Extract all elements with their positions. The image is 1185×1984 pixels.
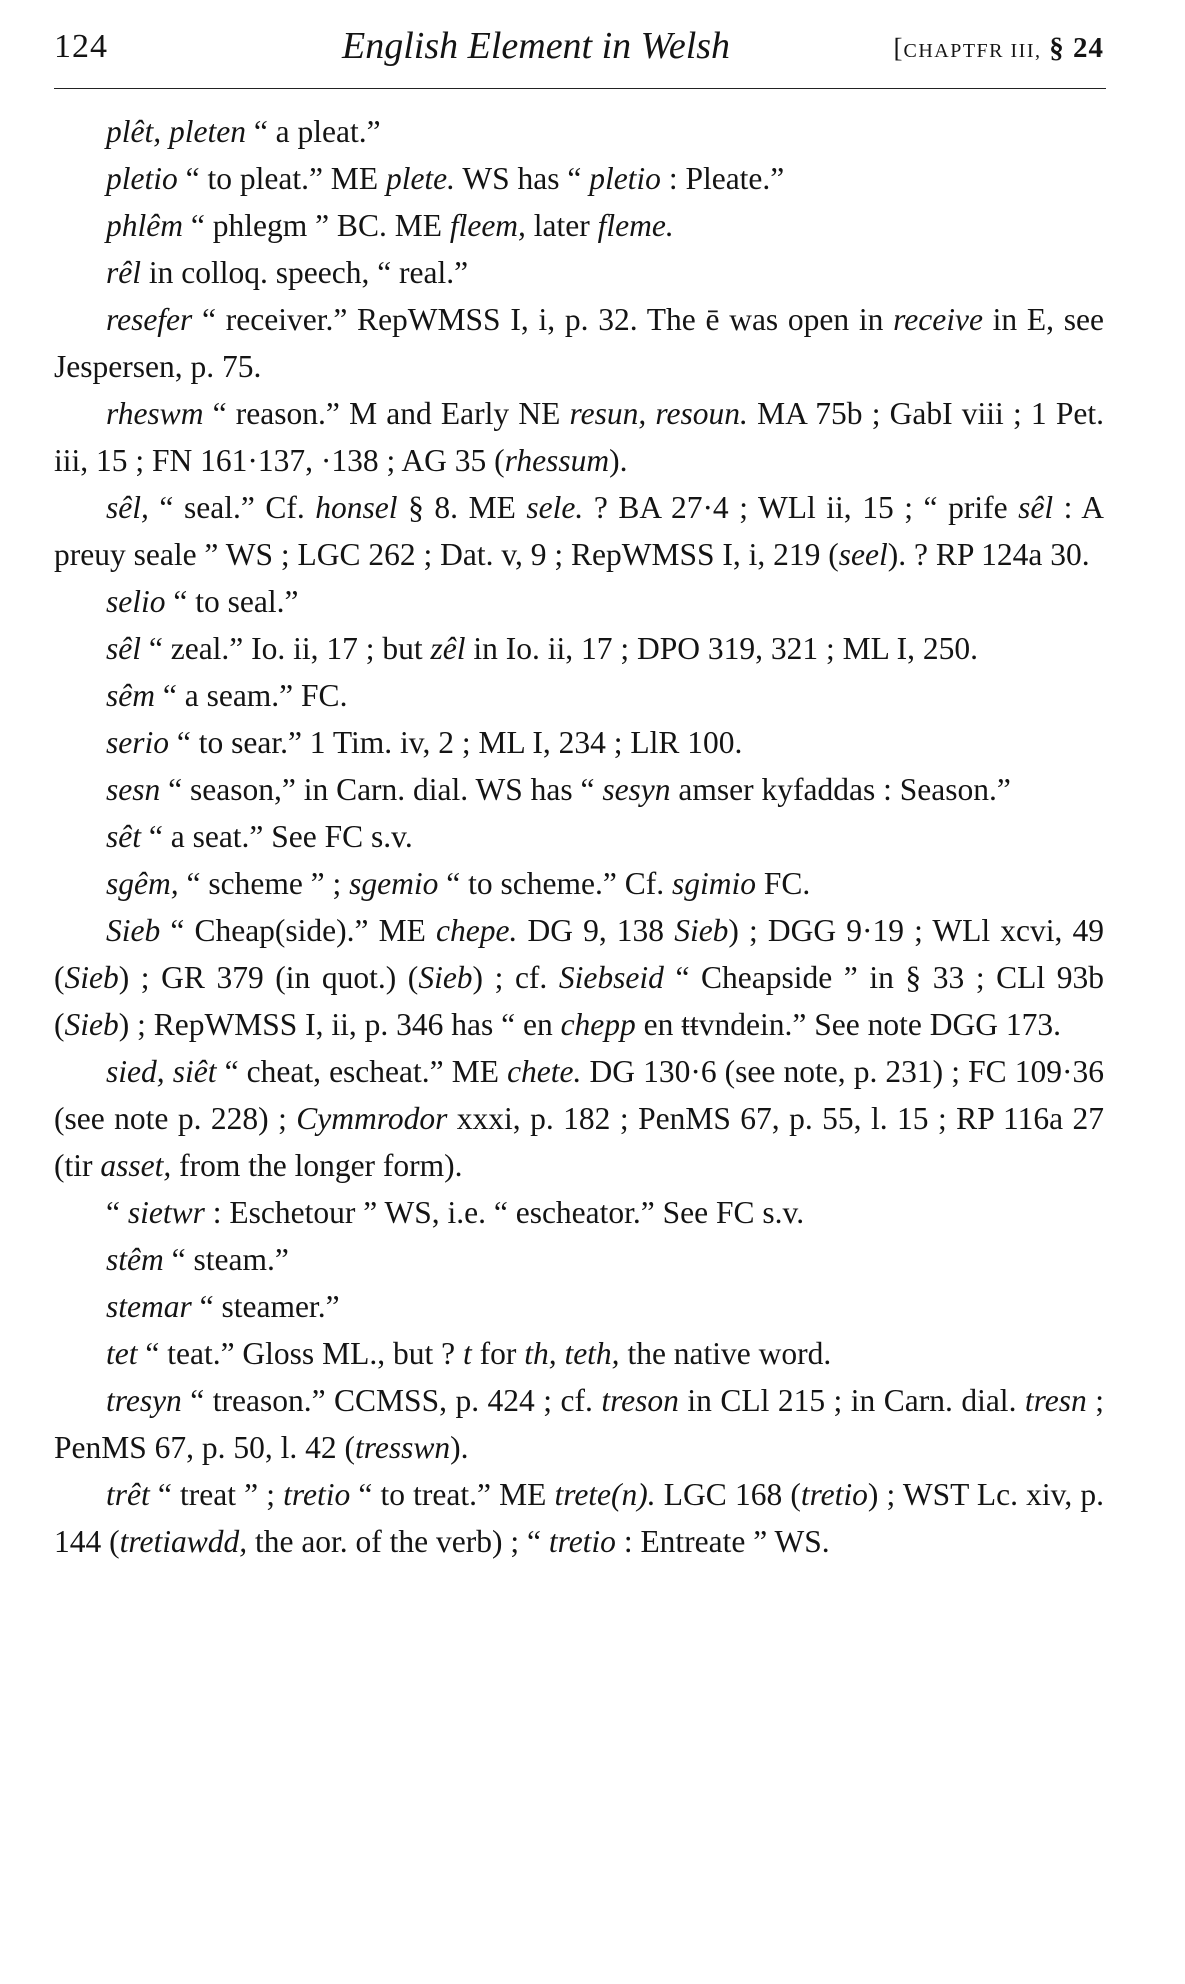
entry-text: “ seal.” Cf. [148, 490, 316, 525]
headword-italic: plete. [385, 161, 456, 196]
headword-italic: tet [106, 1336, 138, 1371]
entry-text: amser kyfaddas : Season.” [670, 772, 1011, 807]
headword-italic: stemar [106, 1289, 192, 1324]
entry-text: FC. [755, 866, 811, 901]
entry-text: “ steam.” [163, 1242, 289, 1277]
headword-italic: sêl, [106, 490, 149, 525]
glossary-entry [54, 1283, 1104, 1330]
headword-italic: sesn [106, 772, 161, 807]
headword-italic: chepe. [436, 913, 518, 948]
entry-text: “ scheme ” ; [178, 866, 350, 901]
headword-italic: tretio [800, 1477, 868, 1512]
entry-text: : A preuy seale ” WS ; LGC 262 ; Dat. v, 9 ; RepWMSS I, i, 219 ( [54, 490, 1105, 572]
headword-italic: zêl [430, 631, 466, 666]
headword-italic: tretio [548, 1524, 616, 1559]
entry-text: ? BA 27·4 ; WLl ii, 15 ; “ prife [583, 490, 1019, 525]
entry-text: “ zeal.” Io. ii, 17 ; but [141, 631, 431, 666]
entry-text: ) ; RepWMSS I, ii, p. 346 has “ en [118, 1007, 561, 1042]
entry-text: xxxi, p. 182 ; PenMS 67, p. 55, l. 15 ; RP 116a 27 (tir [54, 1101, 1104, 1183]
entry-text: “ treat ” ; [149, 1477, 284, 1512]
entry-text: “ to scheme.” Cf. [438, 866, 672, 901]
headword-italic: sele. [526, 490, 584, 525]
chapter-reference [893, 32, 1104, 65]
glossary-entry [54, 625, 1104, 672]
headword-italic: seel [838, 537, 888, 572]
headword-italic: sgimio [671, 866, 756, 901]
entry-text: in Io. ii, 17 ; DPO 319, 321 ; ML I, 250. [465, 631, 978, 666]
glossary-entry [54, 672, 1104, 719]
glossary-entry [54, 766, 1104, 813]
entry-text: “ season,” in Carn. dial. WS has “ [160, 772, 603, 807]
headword-italic: sietwr [127, 1195, 205, 1230]
entry-text: “ Cheapside ” in § 33 ; CLl 93b ( [54, 960, 1104, 1042]
glossary-entry [54, 719, 1104, 766]
headword-italic: asset, [100, 1148, 172, 1183]
headword-italic: fleem, [449, 208, 526, 243]
entry-text: WS has “ [455, 161, 590, 196]
entry-text: later [525, 208, 598, 243]
entry-text: ). [609, 443, 628, 478]
headword-italic: tresn [1024, 1383, 1087, 1418]
headword-italic: trete(n). [554, 1477, 656, 1512]
glossary-entry [54, 813, 1104, 860]
chapter-label: CHAPTFR III, [903, 40, 1042, 62]
header-rule [54, 88, 1106, 89]
entry-text: ). [450, 1430, 469, 1465]
glossary-entry [54, 1189, 1104, 1236]
headword-italic: sêt [106, 819, 141, 854]
glossary-entry [54, 1471, 1104, 1565]
headword-italic: resun, resoun. [569, 396, 748, 431]
headword-italic: trêt [106, 1477, 150, 1512]
glossary-entry [54, 202, 1104, 249]
entry-text: “ cheat, escheat.” ME [216, 1054, 508, 1089]
glossary-entry [54, 578, 1104, 625]
entry-text: : Entreate ” WS. [615, 1524, 830, 1559]
glossary-entry [54, 1048, 1104, 1189]
headword-italic: tresswn [355, 1430, 451, 1465]
headword-italic: sêl [1018, 490, 1054, 525]
entry-text: § 8. ME [397, 490, 527, 525]
headword-italic: receive [893, 302, 983, 337]
headword-italic: sêm [106, 678, 155, 713]
headword-italic: sgêm, [106, 866, 179, 901]
entry-text: “ reason.” M and Early NE [203, 396, 570, 431]
entry-text: ; PenMS 67, p. 50, l. 42 ( [54, 1383, 1104, 1465]
entry-text: “ teat.” Gloss ML., but ? [137, 1336, 463, 1371]
headword-italic: pletio [106, 161, 178, 196]
entry-text: : Eschetour ” WS, i.e. “ escheator.” See FC s.v. [204, 1195, 805, 1230]
headword-italic: sesyn [602, 772, 671, 807]
entry-text: MA 75b ; GabI viii ; 1 Pet. iii, 15 ; FN 161·137, ·138 ; AG 35 ( [54, 396, 1104, 478]
headword-italic: honsel [315, 490, 398, 525]
headword-italic: th, teth, [524, 1336, 620, 1371]
headword-italic: rheswm [106, 396, 204, 431]
entry-text: in CLl 215 ; in Carn. dial. [678, 1383, 1025, 1418]
headword-italic: plêt, pleten [106, 114, 246, 149]
headword-italic: sied, siêt [106, 1054, 217, 1089]
headword-italic: selio [106, 584, 166, 619]
glossary-entry [54, 907, 1104, 1048]
glossary-entry [54, 1330, 1104, 1377]
headword-italic: Sieb [106, 913, 161, 948]
entry-text: “ Cheap(side).” ME [160, 913, 436, 948]
entry-text: ) ; GR 379 (in quot.) ( [118, 960, 419, 995]
glossary-entry [54, 296, 1104, 390]
entry-text: “ a seam.” FC. [155, 678, 348, 713]
glossary-entry [54, 155, 1104, 202]
headword-italic: Sieb [418, 960, 473, 995]
entry-text: “ to pleat.” ME [177, 161, 386, 196]
entry-text: ) ; DGG 9·19 ; WLl xcvi, 49 ( [54, 913, 1105, 995]
entry-text: for [471, 1336, 525, 1371]
headword-italic: pletio [589, 161, 661, 196]
headword-italic: chete. [507, 1054, 582, 1089]
entry-text: the aor. of the verb) ; “ [247, 1524, 549, 1559]
glossary-entry [54, 390, 1104, 484]
headword-italic: tresyn [106, 1383, 182, 1418]
glossary-entry [54, 108, 1104, 155]
entry-text: the native word. [619, 1336, 832, 1371]
headword-italic: tretiawdd, [119, 1524, 248, 1559]
entry-text: “ to sear.” 1 Tim. iv, 2 ; ML I, 234 ; LlR 100. [169, 725, 743, 760]
entry-text: en ŧŧvndein.” See note DGG 173. [635, 1007, 1061, 1042]
headword-italic: treson [601, 1383, 679, 1418]
headword-italic: tretio [283, 1477, 351, 1512]
section-number: § 24 [1049, 32, 1104, 64]
headword-italic: serio [106, 725, 169, 760]
headword-italic: chepp [560, 1007, 636, 1042]
headword-italic: t [462, 1336, 472, 1371]
headword-italic: fleme. [597, 208, 674, 243]
headword-italic: Siebseid [558, 960, 664, 995]
running-header [54, 22, 1104, 72]
headword-italic: phlêm [106, 208, 183, 243]
glossary-entry [54, 484, 1104, 578]
headword-italic: stêm [106, 1242, 164, 1277]
entry-text: in colloq. speech, “ real.” [141, 255, 469, 290]
entry-text: : Pleate.” [660, 161, 785, 196]
headword-italic: Sieb [64, 1007, 119, 1042]
headword-italic: Sieb [64, 960, 119, 995]
glossary-body [54, 108, 1104, 1565]
entry-text: “ a pleat.” [245, 114, 381, 149]
entry-text: “ to seal.” [165, 584, 299, 619]
glossary-entry [54, 860, 1104, 907]
entry-text: in E, see Jespersen, p. 75. [54, 302, 1105, 384]
entry-text: ). ? RP 124a 30. [887, 537, 1090, 572]
running-title: English Element in Welsh [342, 25, 731, 67]
headword-italic: resefer [106, 302, 193, 337]
glossary-entry [54, 1236, 1104, 1283]
glossary-entry [54, 1377, 1104, 1471]
page-number: 124 [54, 28, 108, 65]
entry-text: “ treason.” CCMSS, p. 424 ; cf. [181, 1383, 602, 1418]
entry-text: “ steamer.” [191, 1289, 340, 1324]
entry-text: “ receiver.” RepWMSS I, i, p. 32. The ē was open in [192, 302, 894, 337]
chapter-bracket: [ [893, 33, 904, 63]
entry-text: from the longer form). [171, 1148, 463, 1183]
headword-italic: rhessum [504, 443, 610, 478]
headword-italic: sêl [106, 631, 141, 666]
entry-text: DG 130·6 (see note, p. 231) ; FC 109·36 (see note p. 228) ; [54, 1054, 1104, 1136]
headword-italic: Sieb [674, 913, 729, 948]
entry-text: “ a seat.” See FC s.v. [141, 819, 413, 854]
headword-italic: rêl [106, 255, 141, 290]
entry-text: “ to treat.” ME [350, 1477, 555, 1512]
headword-italic: Cymmrodor [296, 1101, 448, 1136]
entry-text: DG 9, 138 [517, 913, 675, 948]
headword-italic: sgemio [349, 866, 439, 901]
glossary-entry [54, 249, 1104, 296]
entry-text: “ phlegm ” BC. ME [182, 208, 450, 243]
entry-text: LGC 168 ( [655, 1477, 801, 1512]
entry-text: “ [106, 1195, 128, 1230]
entry-text: ) ; cf. [472, 960, 559, 995]
entry-text: ) ; WST Lc. xiv, p. 144 ( [54, 1477, 1105, 1559]
